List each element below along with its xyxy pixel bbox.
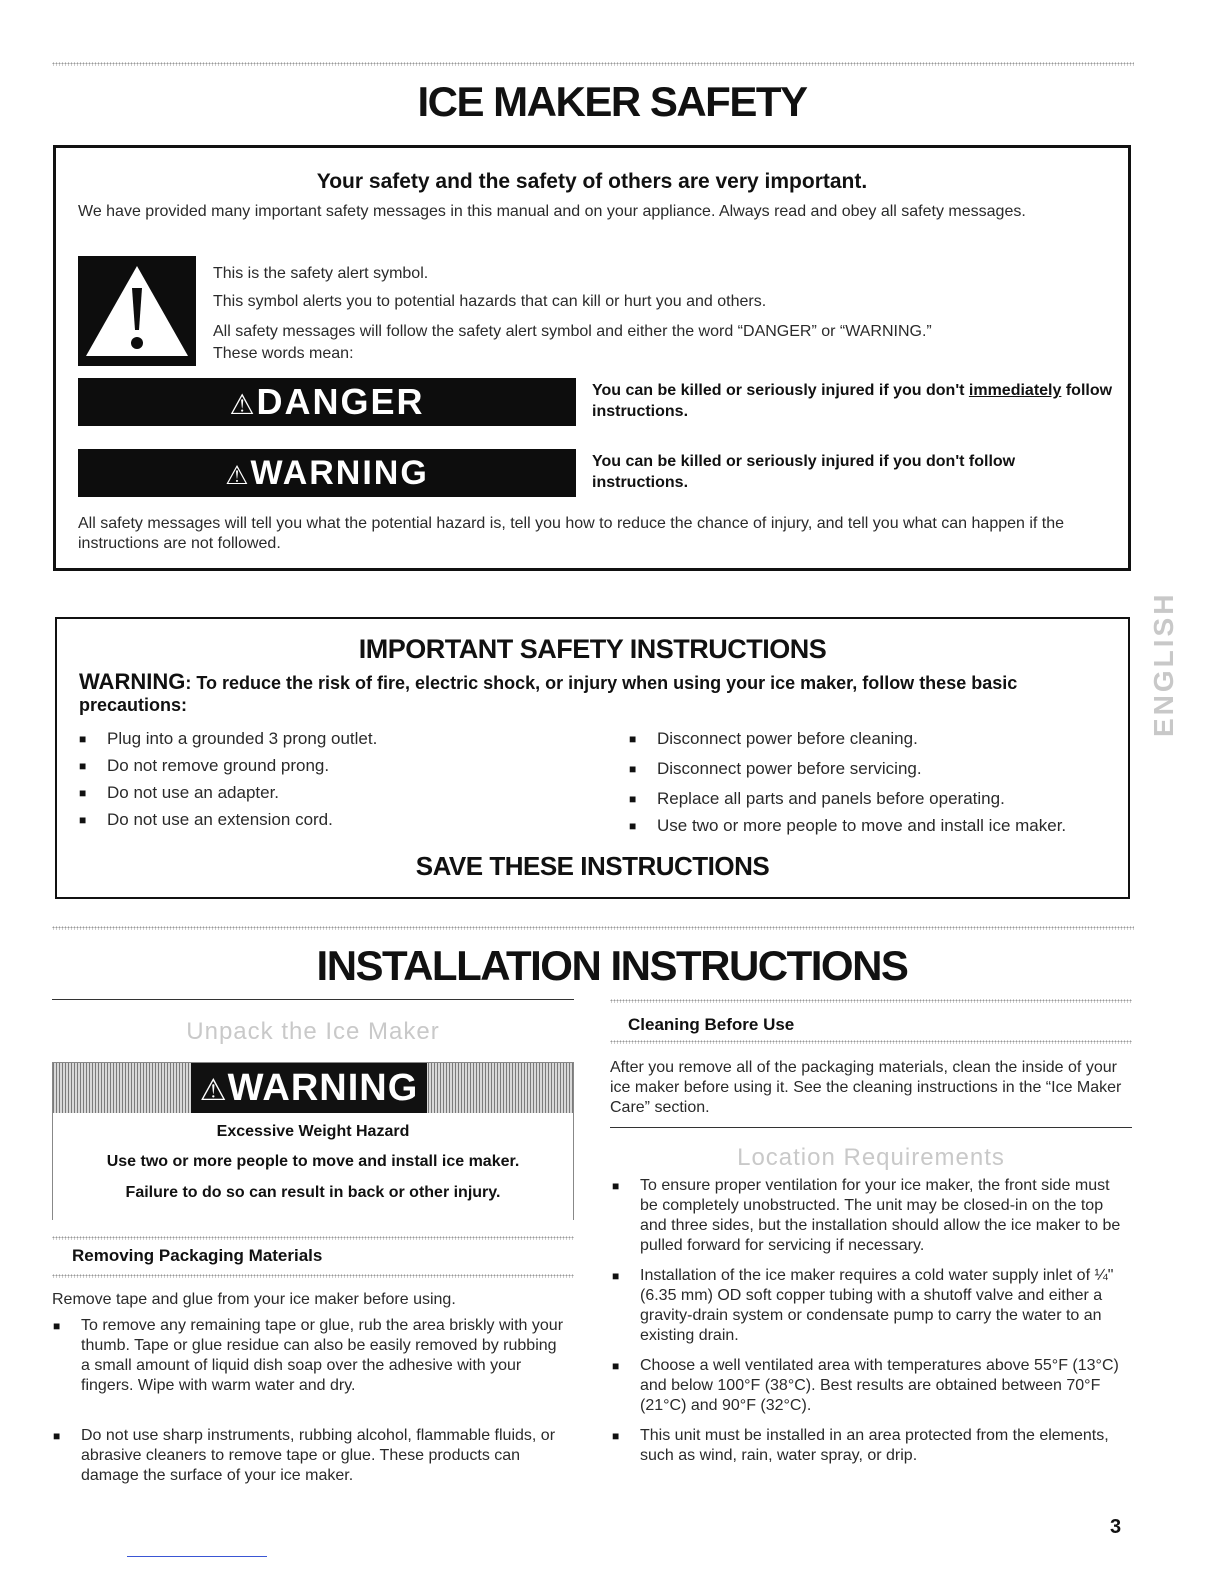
danger-banner — [78, 378, 576, 426]
location-heading: Location Requirements — [737, 1144, 1005, 1171]
weight-warning-banner — [53, 1063, 573, 1113]
warning-label: WARNING — [250, 454, 429, 492]
location-rule — [610, 1127, 1132, 1128]
removing-rule-bottom — [52, 1274, 574, 1278]
danger-text-emph: immediately — [968, 382, 1062, 399]
side-language-tab: ENGLISH — [1148, 591, 1179, 738]
alert-triangle-icon — [78, 256, 196, 366]
location-bullet-3: ■ Choose a well ventilated area with temperatures above 55°F (13°C) and below 100°F (38°C). Best results are obtained between 70°F (21°C) and 90°F (32°C). — [640, 1356, 1130, 1416]
safety-box — [53, 145, 1131, 571]
important-warning-word: WARNING — [79, 669, 186, 694]
symbol-line-4: These words mean: — [213, 345, 354, 362]
removing-rule-top — [52, 1236, 574, 1240]
symbol-line-2: This symbol alerts you to potential hazards that can kill or hurt you and others. — [213, 293, 767, 310]
removing-bullet-2: ■ Do not use sharp instruments, rubbing alcohol, flammable fluids, or abrasive cleaners to remove tape or glue. These products can damage the surface of your ice maker. — [81, 1426, 567, 1486]
cleaning-rule-top — [610, 999, 1132, 1003]
page-number: 3 — [1110, 1516, 1122, 1538]
location-bullet-4: ■ This unit must be installed in an area protected from the elements, such as wind, rain, water spray, or drip. — [640, 1426, 1130, 1466]
location-bullet-1: ■ To ensure proper ventilation for your ice maker, the front side must be completely unobstructed. The unit may be closed-in on the top and three sides, but the installation should allow the ice maker to be pulled forward for servicing if necessary. — [640, 1176, 1130, 1256]
precaution-right-4: ■ Use two or more people to move and install ice maker. — [657, 816, 1066, 836]
precaution-right-1: ■ Disconnect power before cleaning. — [657, 729, 918, 749]
precaution-right-2: ■ Disconnect power before servicing. — [657, 759, 922, 779]
safety-intro: We have provided many important safety messages in this manual and on your appliance. Always read and obey all safety messages. — [78, 203, 1026, 220]
weight-hazard-body — [53, 1113, 573, 1221]
installation-title: INSTALLATION INSTRUCTIONS — [316, 942, 908, 989]
danger-label: DANGER — [256, 381, 425, 422]
hazard-line-1: Use two or more people to move and install ice maker. — [106, 1153, 520, 1170]
important-safety-box — [55, 617, 1130, 899]
safety-closing: All safety messages will tell you what the potential hazard is, tell you how to reduce the chance of injury, and tell you what can happen if the instructions are not followed. — [78, 515, 1065, 552]
save-instructions: SAVE THESE INSTRUCTIONS — [415, 851, 770, 881]
important-warning — [79, 671, 1119, 716]
removing-intro: Remove tape and glue from your ice maker before using. — [52, 1291, 456, 1308]
unpack-heading: Unpack the Ice Maker — [186, 1018, 440, 1045]
important-warning-rest: : To reduce the risk of fire, electric shock, or injury when using your ice maker, follow these basic precautions: — [79, 673, 1018, 715]
top-dotted-rule — [52, 62, 1134, 66]
warning-triangle-icon: ⚠ — [229, 389, 257, 420]
precaution-left-3: ■ Do not use an adapter. — [107, 783, 279, 803]
weight-warning-label-wrap — [191, 1063, 427, 1113]
cleaning-rule-bottom — [610, 1040, 1132, 1044]
mid-dotted-rule — [52, 926, 1134, 930]
warning-triangle-icon: ⚠ — [225, 460, 251, 490]
symbol-line-1: This is the safety alert symbol. — [213, 265, 429, 282]
cleaning-text: After you remove all of the packaging materials, clean the inside of your ice maker before using it. See the cleaning instructions in the “Ice Maker Care” section. — [610, 1059, 1122, 1116]
warning-triangle-icon: ⚠ — [199, 1074, 228, 1107]
safety-alert-symbol — [78, 256, 196, 366]
danger-description — [592, 380, 1122, 422]
danger-text-post: follow instructions. — [592, 382, 1113, 420]
hazard-title: Excessive Weight Hazard — [216, 1123, 410, 1140]
precaution-right-3: ■ Replace all parts and panels before operating. — [657, 789, 1005, 809]
location-bullet-2: ■ Installation of the ice maker requires a cold water supply inlet of ¼" (6.35 mm) OD soft copper tubing with a shutoff valve and either a gravity-drain system or condensate pump to carry the water to an existing drain. — [640, 1266, 1130, 1346]
important-title: IMPORTANT SAFETY INSTRUCTIONS — [358, 634, 827, 664]
left-column-rule — [52, 999, 574, 1000]
precaution-left-2: ■ Do not remove ground prong. — [107, 756, 329, 776]
precaution-left-4: ■ Do not use an extension cord. — [107, 810, 333, 830]
symbol-line-3: All safety messages will follow the safety alert symbol and either the word “DANGER” or “WARNING.” — [213, 323, 932, 340]
precaution-left-1: ■ Plug into a grounded 3 prong outlet. — [107, 729, 377, 749]
weight-warning-label: WARNING — [227, 1067, 419, 1109]
weight-hazard-box — [52, 1062, 574, 1220]
danger-text-pre: You can be killed or seriously injured if you don't — [592, 382, 969, 399]
removing-bullet-1: ■ To remove any remaining tape or glue, rub the area briskly with your thumb. Tape or glue residue can also be easily removed by rubbing a small amount of liquid dish soap over the adhesive with your fingers. Wipe with warm water and dry. — [81, 1316, 567, 1396]
hazard-line-2: Failure to do so can result in back or other injury. — [125, 1184, 501, 1201]
cleaning-heading: Cleaning Before Use — [628, 1015, 795, 1034]
safety-heading: Your safety and the safety of others are very important. — [316, 170, 868, 193]
removing-heading: Removing Packaging Materials — [72, 1246, 323, 1265]
warning-banner — [78, 449, 576, 497]
warning-description: You can be killed or seriously injured if you don't follow instructions. — [592, 453, 1016, 491]
ice-maker-safety-title: ICE MAKER SAFETY — [417, 78, 807, 125]
footnote-rule — [127, 1556, 267, 1557]
